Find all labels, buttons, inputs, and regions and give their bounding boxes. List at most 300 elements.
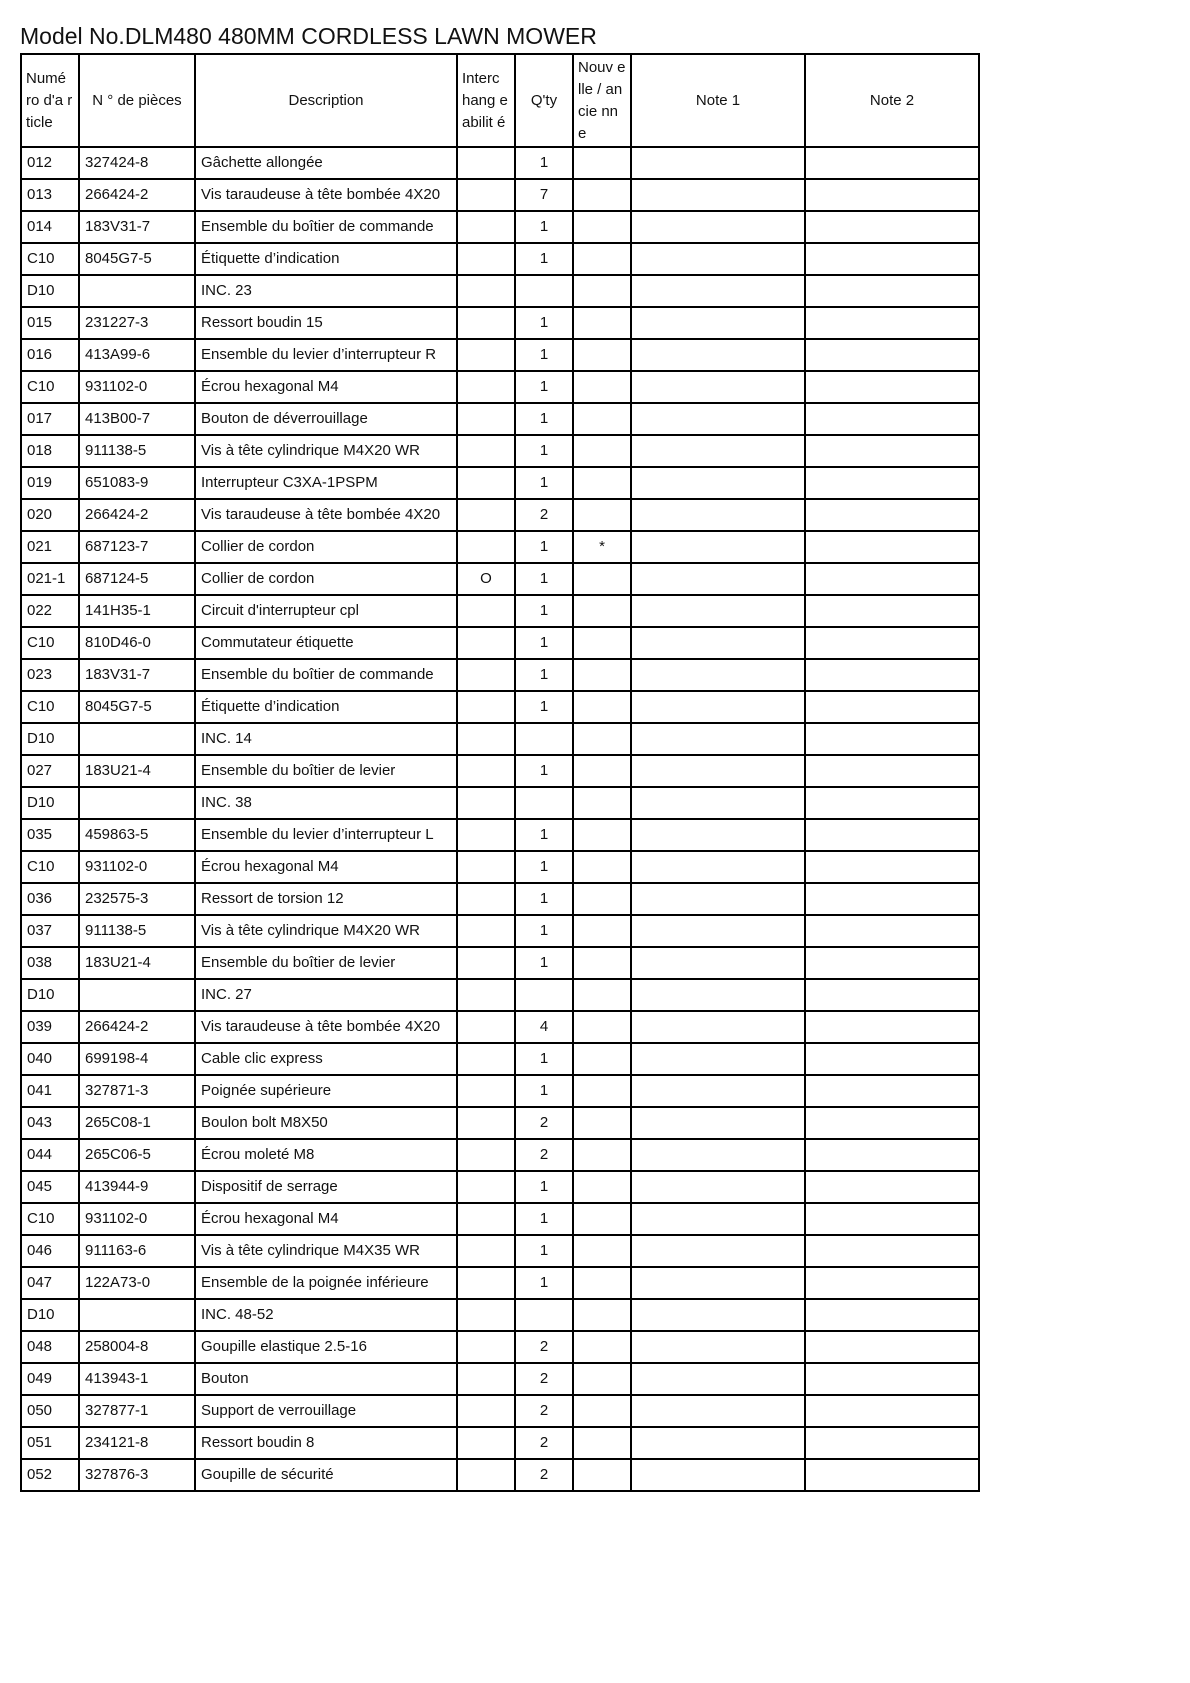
cell-note-1 (631, 915, 805, 947)
cell-qty (515, 1299, 573, 1331)
cell-description: Ensemble de la poignée inférieure (195, 1267, 457, 1299)
cell-note-2 (805, 275, 979, 307)
cell-description: INC. 48-52 (195, 1299, 457, 1331)
cell-qty (515, 787, 573, 819)
cell-description: Cable clic express (195, 1043, 457, 1075)
cell-new-old (573, 179, 631, 211)
cell-description: Vis à tête cylindrique M4X20 WR (195, 915, 457, 947)
cell-new-old (573, 1427, 631, 1459)
cell-item-no: D10 (21, 723, 79, 755)
cell-qty: 1 (515, 435, 573, 467)
cell-qty: 1 (515, 659, 573, 691)
column-header-note-1: Note 1 (631, 54, 805, 147)
cell-qty: 7 (515, 179, 573, 211)
cell-note-1 (631, 307, 805, 339)
cell-interchangeability (457, 787, 515, 819)
cell-description: Écrou hexagonal M4 (195, 371, 457, 403)
cell-interchangeability (457, 1203, 515, 1235)
cell-interchangeability (457, 147, 515, 179)
cell-new-old (573, 659, 631, 691)
cell-qty: 1 (515, 883, 573, 915)
cell-description: Boulon bolt M8X50 (195, 1107, 457, 1139)
cell-note-1 (631, 755, 805, 787)
cell-note-2 (805, 179, 979, 211)
cell-part-no: 699198-4 (79, 1043, 195, 1075)
cell-interchangeability (457, 915, 515, 947)
cell-interchangeability (457, 1043, 515, 1075)
table-row (21, 787, 979, 819)
cell-part-no: 327877-1 (79, 1395, 195, 1427)
cell-note-1 (631, 1139, 805, 1171)
cell-note-2 (805, 1395, 979, 1427)
cell-part-no: 810D46-0 (79, 627, 195, 659)
cell-item-no: 051 (21, 1427, 79, 1459)
table-row (21, 275, 979, 307)
cell-part-no (79, 1299, 195, 1331)
table-row (21, 499, 979, 531)
cell-note-2 (805, 979, 979, 1011)
cell-interchangeability (457, 1267, 515, 1299)
cell-note-2 (805, 1107, 979, 1139)
cell-note-2 (805, 499, 979, 531)
cell-note-2 (805, 883, 979, 915)
cell-new-old (573, 883, 631, 915)
cell-item-no: 050 (21, 1395, 79, 1427)
table-row (21, 1075, 979, 1107)
cell-description: INC. 14 (195, 723, 457, 755)
cell-note-2 (805, 1427, 979, 1459)
cell-new-old (573, 1235, 631, 1267)
cell-interchangeability (457, 307, 515, 339)
cell-part-no: 183V31-7 (79, 659, 195, 691)
cell-description: Goupille de sécurité (195, 1459, 457, 1491)
cell-note-2 (805, 851, 979, 883)
cell-description: Vis taraudeuse à tête bombée 4X20 (195, 499, 457, 531)
cell-item-no: 015 (21, 307, 79, 339)
cell-note-2 (805, 531, 979, 563)
cell-item-no: D10 (21, 1299, 79, 1331)
cell-item-no: 037 (21, 915, 79, 947)
table-row (21, 659, 979, 691)
cell-part-no: 327424-8 (79, 147, 195, 179)
cell-qty: 1 (515, 563, 573, 595)
cell-qty: 1 (515, 371, 573, 403)
cell-qty: 1 (515, 755, 573, 787)
cell-note-2 (805, 371, 979, 403)
cell-note-2 (805, 1459, 979, 1491)
cell-part-no: 266424-2 (79, 1011, 195, 1043)
cell-part-no: 327871-3 (79, 1075, 195, 1107)
cell-interchangeability (457, 435, 515, 467)
cell-new-old (573, 435, 631, 467)
cell-interchangeability (457, 819, 515, 851)
cell-note-2 (805, 563, 979, 595)
cell-description: Goupille elastique 2.5-16 (195, 1331, 457, 1363)
cell-part-no: 931102-0 (79, 1203, 195, 1235)
cell-interchangeability (457, 531, 515, 563)
cell-interchangeability (457, 1363, 515, 1395)
cell-part-no: 687124-5 (79, 563, 195, 595)
cell-interchangeability (457, 1107, 515, 1139)
cell-item-no: 039 (21, 1011, 79, 1043)
table-row (21, 1363, 979, 1395)
cell-note-1 (631, 1075, 805, 1107)
table-row (21, 1203, 979, 1235)
cell-note-2 (805, 691, 979, 723)
table-row (21, 851, 979, 883)
cell-item-no: 052 (21, 1459, 79, 1491)
cell-part-no: 911163-6 (79, 1235, 195, 1267)
table-row (21, 1427, 979, 1459)
cell-interchangeability (457, 723, 515, 755)
table-row (21, 435, 979, 467)
cell-qty: 2 (515, 1363, 573, 1395)
cell-part-no: 327876-3 (79, 1459, 195, 1491)
column-header-interchangeability: Interc hang eabilit é (457, 54, 515, 147)
cell-note-1 (631, 1107, 805, 1139)
cell-part-no: 931102-0 (79, 851, 195, 883)
cell-description: Ensemble du levier d’interrupteur L (195, 819, 457, 851)
cell-description: Circuit d'interrupteur cpl (195, 595, 457, 627)
cell-item-no: 041 (21, 1075, 79, 1107)
cell-item-no: 043 (21, 1107, 79, 1139)
cell-qty: 1 (515, 1043, 573, 1075)
cell-new-old (573, 691, 631, 723)
cell-description: Écrou hexagonal M4 (195, 1203, 457, 1235)
cell-item-no: 044 (21, 1139, 79, 1171)
cell-new-old (573, 339, 631, 371)
cell-interchangeability (457, 947, 515, 979)
table-row (21, 1395, 979, 1427)
cell-interchangeability (457, 1427, 515, 1459)
cell-new-old (573, 243, 631, 275)
cell-qty: 1 (515, 243, 573, 275)
cell-note-1 (631, 819, 805, 851)
cell-interchangeability (457, 499, 515, 531)
cell-note-2 (805, 211, 979, 243)
cell-note-2 (805, 1235, 979, 1267)
cell-item-no: 017 (21, 403, 79, 435)
cell-interchangeability (457, 883, 515, 915)
cell-note-2 (805, 1011, 979, 1043)
parts-table (20, 53, 980, 1492)
cell-interchangeability (457, 1075, 515, 1107)
table-row (21, 1235, 979, 1267)
cell-description: Support de verrouillage (195, 1395, 457, 1427)
cell-qty (515, 979, 573, 1011)
cell-part-no: 265C06-5 (79, 1139, 195, 1171)
cell-note-2 (805, 147, 979, 179)
cell-item-no: 019 (21, 467, 79, 499)
cell-note-1 (631, 531, 805, 563)
cell-item-no: C10 (21, 243, 79, 275)
cell-new-old (573, 1331, 631, 1363)
cell-note-1 (631, 1203, 805, 1235)
cell-description: Collier de cordon (195, 531, 457, 563)
cell-note-2 (805, 1203, 979, 1235)
cell-note-2 (805, 435, 979, 467)
cell-item-no: 047 (21, 1267, 79, 1299)
table-row (21, 1043, 979, 1075)
cell-new-old (573, 1203, 631, 1235)
cell-item-no: 036 (21, 883, 79, 915)
cell-part-no: 183U21-4 (79, 755, 195, 787)
cell-item-no: 038 (21, 947, 79, 979)
cell-interchangeability (457, 339, 515, 371)
cell-note-1 (631, 467, 805, 499)
cell-new-old (573, 819, 631, 851)
cell-interchangeability (457, 1171, 515, 1203)
cell-item-no: C10 (21, 851, 79, 883)
cell-new-old (573, 947, 631, 979)
cell-note-2 (805, 723, 979, 755)
cell-new-old (573, 787, 631, 819)
table-row (21, 1139, 979, 1171)
cell-part-no: 258004-8 (79, 1331, 195, 1363)
cell-note-2 (805, 307, 979, 339)
cell-item-no: 013 (21, 179, 79, 211)
cell-new-old (573, 595, 631, 627)
cell-note-1 (631, 1427, 805, 1459)
table-row (21, 179, 979, 211)
cell-interchangeability (457, 371, 515, 403)
cell-note-2 (805, 339, 979, 371)
cell-new-old (573, 371, 631, 403)
cell-qty: 1 (515, 147, 573, 179)
cell-item-no: 016 (21, 339, 79, 371)
cell-description: Bouton (195, 1363, 457, 1395)
cell-new-old (573, 211, 631, 243)
cell-interchangeability: O (457, 563, 515, 595)
cell-interchangeability (457, 627, 515, 659)
cell-qty: 1 (515, 851, 573, 883)
cell-qty: 2 (515, 1395, 573, 1427)
cell-part-no: 8045G7-5 (79, 691, 195, 723)
table-row (21, 467, 979, 499)
cell-note-1 (631, 1459, 805, 1491)
cell-interchangeability (457, 1011, 515, 1043)
cell-description: Collier de cordon (195, 563, 457, 595)
cell-note-1 (631, 1299, 805, 1331)
cell-note-1 (631, 339, 805, 371)
cell-description: Vis taraudeuse à tête bombée 4X20 (195, 1011, 457, 1043)
cell-note-2 (805, 243, 979, 275)
cell-new-old (573, 563, 631, 595)
cell-qty: 1 (515, 1267, 573, 1299)
cell-part-no: 232575-3 (79, 883, 195, 915)
cell-note-1 (631, 403, 805, 435)
cell-qty: 2 (515, 1427, 573, 1459)
cell-interchangeability (457, 403, 515, 435)
cell-note-1 (631, 435, 805, 467)
cell-note-1 (631, 1331, 805, 1363)
parts-table-body (21, 147, 979, 1491)
cell-note-1 (631, 1395, 805, 1427)
cell-note-1 (631, 179, 805, 211)
cell-new-old (573, 915, 631, 947)
cell-qty: 2 (515, 1459, 573, 1491)
cell-description: Bouton de déverrouillage (195, 403, 457, 435)
cell-note-2 (805, 1299, 979, 1331)
cell-new-old (573, 403, 631, 435)
cell-note-1 (631, 1267, 805, 1299)
cell-qty (515, 723, 573, 755)
cell-interchangeability (457, 1395, 515, 1427)
cell-item-no: 027 (21, 755, 79, 787)
cell-part-no (79, 275, 195, 307)
cell-item-no: 014 (21, 211, 79, 243)
cell-new-old (573, 499, 631, 531)
cell-qty (515, 275, 573, 307)
cell-note-2 (805, 787, 979, 819)
cell-interchangeability (457, 851, 515, 883)
column-header-note-2: Note 2 (805, 54, 979, 147)
table-row (21, 819, 979, 851)
cell-item-no: 018 (21, 435, 79, 467)
cell-description: INC. 38 (195, 787, 457, 819)
cell-note-1 (631, 211, 805, 243)
cell-qty: 1 (515, 627, 573, 659)
cell-item-no: 046 (21, 1235, 79, 1267)
cell-note-1 (631, 1043, 805, 1075)
cell-new-old (573, 1395, 631, 1427)
cell-note-2 (805, 915, 979, 947)
cell-description: Étiquette d’indication (195, 691, 457, 723)
cell-note-2 (805, 819, 979, 851)
table-row (21, 1011, 979, 1043)
table-row (21, 723, 979, 755)
cell-new-old (573, 275, 631, 307)
cell-note-2 (805, 595, 979, 627)
cell-description: Étiquette d’indication (195, 243, 457, 275)
cell-note-1 (631, 371, 805, 403)
cell-item-no: 040 (21, 1043, 79, 1075)
cell-item-no: 045 (21, 1171, 79, 1203)
cell-new-old (573, 1139, 631, 1171)
table-row (21, 883, 979, 915)
cell-interchangeability (457, 467, 515, 499)
cell-note-1 (631, 595, 805, 627)
cell-part-no: 122A73-0 (79, 1267, 195, 1299)
cell-new-old (573, 851, 631, 883)
cell-interchangeability (457, 1459, 515, 1491)
cell-item-no: C10 (21, 1203, 79, 1235)
cell-qty: 1 (515, 595, 573, 627)
cell-description: Ensemble du boîtier de commande (195, 659, 457, 691)
cell-description: Dispositif de serrage (195, 1171, 457, 1203)
cell-note-1 (631, 1171, 805, 1203)
cell-qty: 1 (515, 467, 573, 499)
cell-qty: 1 (515, 1203, 573, 1235)
cell-note-2 (805, 659, 979, 691)
cell-interchangeability (457, 1299, 515, 1331)
cell-item-no: 023 (21, 659, 79, 691)
cell-qty: 1 (515, 403, 573, 435)
cell-item-no: 049 (21, 1363, 79, 1395)
cell-qty: 1 (515, 947, 573, 979)
cell-part-no (79, 979, 195, 1011)
cell-interchangeability (457, 1235, 515, 1267)
table-row (21, 979, 979, 1011)
cell-new-old: * (573, 531, 631, 563)
cell-item-no: C10 (21, 691, 79, 723)
cell-interchangeability (457, 755, 515, 787)
cell-new-old (573, 627, 631, 659)
column-header-new-old: Nouv elle / ancie nne (573, 54, 631, 147)
table-row (21, 1299, 979, 1331)
cell-part-no: 413943-1 (79, 1363, 195, 1395)
cell-note-1 (631, 1011, 805, 1043)
table-row (21, 563, 979, 595)
cell-interchangeability (457, 211, 515, 243)
cell-note-2 (805, 403, 979, 435)
cell-item-no: 012 (21, 147, 79, 179)
cell-new-old (573, 723, 631, 755)
cell-note-1 (631, 691, 805, 723)
table-row (21, 691, 979, 723)
cell-note-1 (631, 275, 805, 307)
cell-description: Interrupteur C3XA-1PSPM (195, 467, 457, 499)
cell-description: Vis à tête cylindrique M4X35 WR (195, 1235, 457, 1267)
cell-note-2 (805, 627, 979, 659)
cell-part-no: 911138-5 (79, 915, 195, 947)
cell-note-1 (631, 147, 805, 179)
cell-item-no: D10 (21, 275, 79, 307)
table-row (21, 947, 979, 979)
cell-qty: 1 (515, 211, 573, 243)
page-title: Model No.DLM480 480MM CORDLESS LAWN MOWER (20, 23, 597, 49)
cell-description: Écrou hexagonal M4 (195, 851, 457, 883)
table-row (21, 371, 979, 403)
cell-item-no: 021-1 (21, 563, 79, 595)
cell-new-old (573, 147, 631, 179)
cell-qty: 1 (515, 1075, 573, 1107)
cell-note-1 (631, 563, 805, 595)
cell-description: Ensemble du boîtier de levier (195, 947, 457, 979)
table-row (21, 755, 979, 787)
cell-interchangeability (457, 179, 515, 211)
cell-qty: 1 (515, 915, 573, 947)
cell-description: Écrou moleté M8 (195, 1139, 457, 1171)
cell-part-no: 234121-8 (79, 1427, 195, 1459)
cell-item-no: 021 (21, 531, 79, 563)
cell-part-no: 183U21-4 (79, 947, 195, 979)
cell-new-old (573, 467, 631, 499)
cell-description: Vis taraudeuse à tête bombée 4X20 (195, 179, 457, 211)
cell-note-1 (631, 979, 805, 1011)
cell-part-no: 183V31-7 (79, 211, 195, 243)
table-row (21, 531, 979, 563)
cell-part-no: 651083-9 (79, 467, 195, 499)
table-row (21, 147, 979, 179)
cell-note-1 (631, 883, 805, 915)
cell-description: Commutateur étiquette (195, 627, 457, 659)
cell-new-old (573, 1299, 631, 1331)
table-row (21, 211, 979, 243)
cell-qty: 1 (515, 1171, 573, 1203)
table-row (21, 1267, 979, 1299)
cell-qty: 4 (515, 1011, 573, 1043)
cell-qty: 2 (515, 1107, 573, 1139)
table-header-row (21, 54, 979, 147)
cell-part-no (79, 787, 195, 819)
cell-interchangeability (457, 1331, 515, 1363)
cell-qty: 1 (515, 339, 573, 371)
cell-item-no: 022 (21, 595, 79, 627)
cell-qty: 1 (515, 819, 573, 851)
cell-part-no: 141H35-1 (79, 595, 195, 627)
cell-qty: 1 (515, 531, 573, 563)
